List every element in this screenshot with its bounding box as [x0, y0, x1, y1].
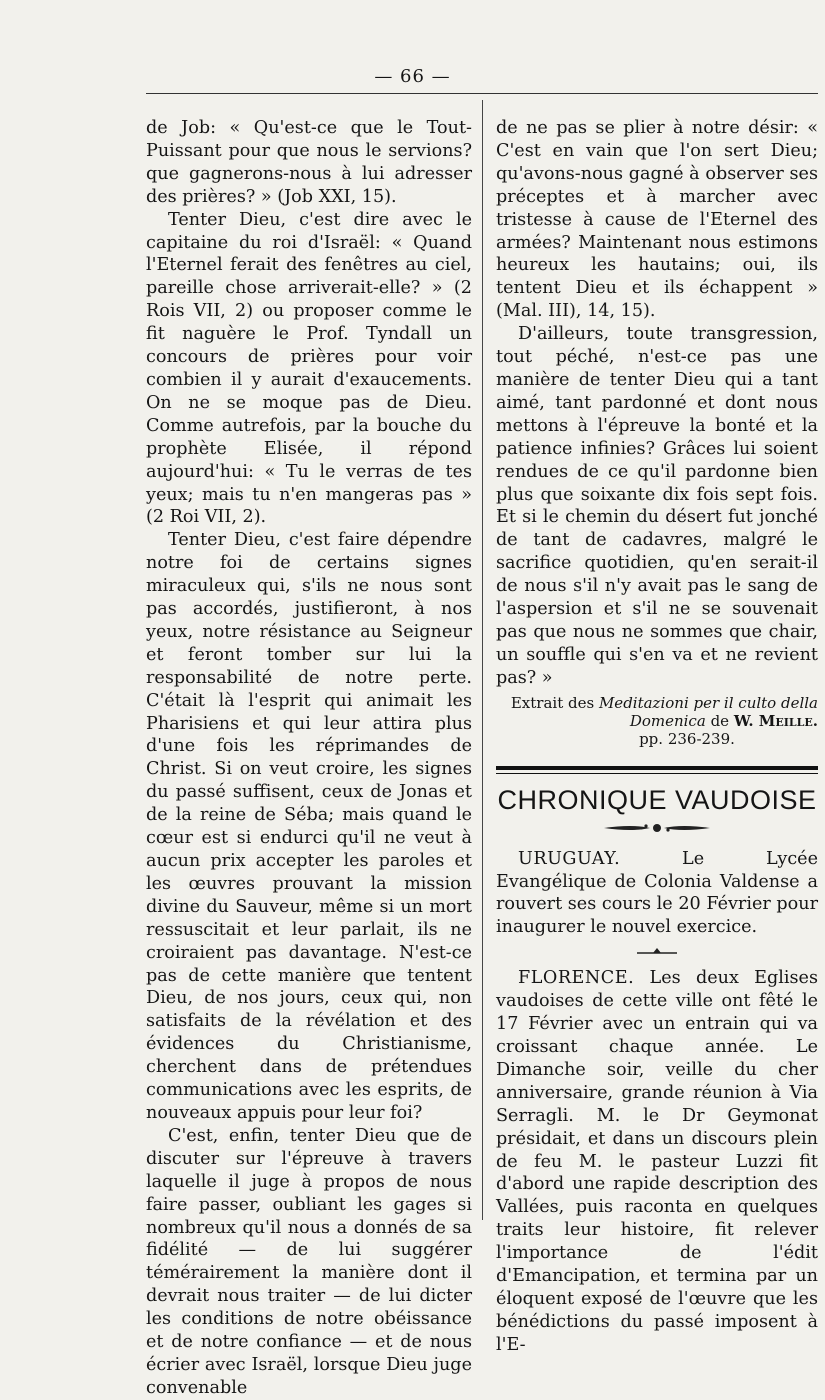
- chronicle-florence: [496, 967, 818, 1356]
- source-by: de: [710, 711, 730, 730]
- header-rule: [146, 93, 818, 94]
- right-column: [496, 117, 818, 1357]
- chronicle-place: URUGUAY.: [518, 848, 621, 869]
- section-heading: CHRONIQUE VAUDOISE: [497, 784, 817, 815]
- left-column: [146, 117, 472, 1400]
- chronicle-text: Le Lycée Evangélique de Colonia Valdense a rouvert ses cours le 20 Février pour inaugurer le nouvel exercice.: [496, 848, 818, 938]
- page-number: — 66 —: [374, 66, 451, 87]
- source-prefix: Extrait des: [510, 693, 595, 712]
- separator-icon: [635, 947, 679, 957]
- source-citation: [496, 694, 818, 748]
- right-paragraph-2: D'ailleurs, toute transgression, tout péché, n'est-ce pas une manière de tenter Dieu qui a tant aimé, tant pardonné et dont nous mettons à l'épreuve la bonté et la patience infinies? Grâces lui soient rendues de ce qu'il pardonne bien plus que soixante dix fois sept fois. Et si le chemin du désert fut jonché de tant de cadavres, malgré le sacrifice quotidien, qu'en serait-il de nous s'il n'y avait pas le sang de l'aspersion et s'il ne se souvenait pas que nous ne sommes que chair, un souffle qui s'en va et ne revient pas? »: [496, 324, 818, 688]
- left-paragraph-4: C'est, enfin, tenter Dieu que de discuter sur l'épreuve à travers laquelle il juge à propos de nous faire passer, oubliant les gages si nombreux qu'il nous a donnés de sa fidélité — de lui suggérer témérairement la manière dont il devrait nous traiter — de lui dicter les conditions de notre obéissance et de notre confiance — et de nous écrier avec Israël, lorsque Dieu juge convenable: [146, 1125, 472, 1398]
- section-rule-thin: [496, 773, 818, 774]
- left-paragraph-1: de Job: « Qu'est-ce que le Tout-Puissant pour que nous le servions? que gagnerons-nous à lui adresser des prières? » (Job XXI, 15).: [146, 118, 472, 207]
- left-paragraph-2: Tenter Dieu, c'est dire avec le capitaine du roi d'Israël: « Quand l'Eternel ferait des fenêtres au ciel, pareille chose arriverait-elle? » (2 Rois VII, 2) ou proposer comme le fit naguère le Prof. Tyndall un concours de prières pour voir combien il y aurait d'exaucements. On ne se moque pas de Dieu. Comme autrefois, par la bouche du prophète Elisée, il répond aujourd'hui: « Tu le verras de tes yeux; mais tu n'en mangeras pas » (2 Roi VII, 2).: [146, 209, 472, 528]
- chronicle-text: Les deux Eglises vaudoises de cette ville ont fêté le 17 Février avec un entrain qui va croissant chaque année. Le Dimanche soir, veille du cher anniversaire, grande réunion à Via Serragli. M. le Dr Geymonat présidait, et dans un discours plein de feu M. le pasteur Luzzi fit d'abord une rapide description des Vallées, puis raconta en quelques traits leur histoire, fit relever l'importance de l'édit d'Emancipation, et termina par un éloquent exposé de l'œuvre que les bénédictions du passé imposent à l'E-: [496, 968, 818, 1355]
- source-title: Meditazioni per il culto della Domenica: [598, 693, 818, 730]
- left-paragraph-3: Tenter Dieu, c'est faire dépendre notre foi de certains signes miraculeux qui, s'ils ne nous sont pas accordés, justifieront, à nos yeux, notre résistance au Seigneur et feront tomber sur lui la responsabilité de notre perte. C'était là l'esprit qui animait les Pharisiens et qui leur attira plus d'une fois les réprimandes de Christ. Si on veut croire, les signes du passé suffisent, ceux de Jonas et de la reine de Séba; mais quand le cœur est si endurci qu'il ne veut à aucun prix accepter les paroles et les œuvres prouvant la mission divine du Sauveur, même si un mort ressuscitait et leur parlait, ils ne croiraient pas davantage. N'est-ce pas de cette manière que tentent Dieu, de nos jours, ceux qui, non satisfaits de la révélation et des évidences du Christianisme, cherchent dans de prétendues communications avec les esprits, de nouveaux appuis pour leur foi?: [146, 530, 472, 1123]
- chronicle-place: FLORENCE.: [518, 968, 635, 989]
- right-paragraph-1: de ne pas se plier à notre désir: « C'est en vain que l'on sert Dieu; qu'avons-nous gagné à observer ses préceptes et à marcher avec tristesse à cause de l'Eternel des armées? Maintenant nous estimons heureux les hautains; oui, ils tentent Dieu et ils échappent » (Mal. III), 14, 15).: [496, 118, 818, 322]
- column-divider: [482, 100, 483, 1220]
- section-rule-thick: [496, 766, 818, 770]
- ornament-icon: [602, 822, 712, 834]
- chronicle-uruguay: [496, 848, 818, 940]
- source-pages: pp. 236-239.: [639, 729, 735, 748]
- source-author: W. Meille.: [733, 711, 818, 730]
